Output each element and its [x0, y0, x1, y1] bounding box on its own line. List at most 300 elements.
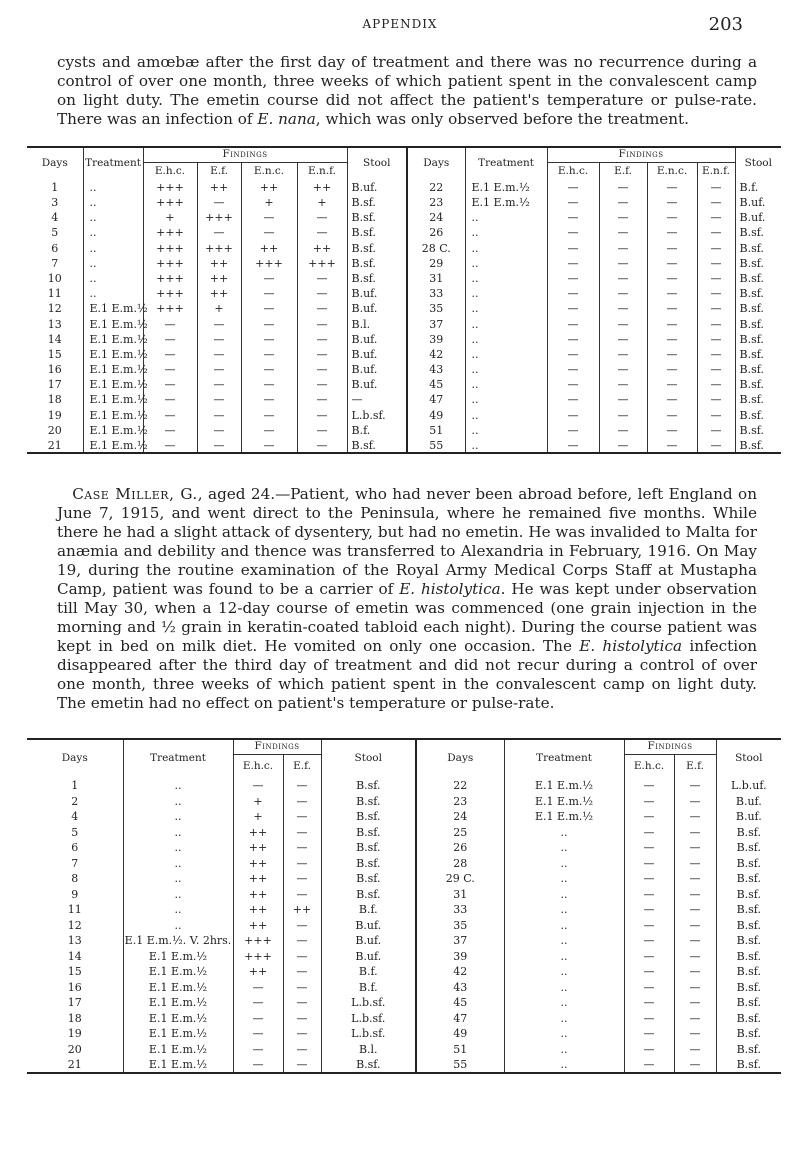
- day-cell: 26: [416, 840, 504, 856]
- enc-cell: —: [647, 210, 697, 225]
- ehc-cell: —: [624, 794, 674, 810]
- day-cell: 19: [27, 1026, 123, 1042]
- ef-cell: —: [674, 949, 716, 965]
- treatment-cell: ..: [123, 794, 233, 810]
- ehc-cell: —: [624, 995, 674, 1011]
- treatment-cell: E.1 E.m.½: [83, 438, 143, 453]
- table-row: [27, 393, 781, 408]
- col2-ef: E.f.: [283, 754, 321, 778]
- day-cell: 8: [27, 871, 123, 887]
- treatment-cell: E.1 E.m.½: [123, 949, 233, 965]
- stool-cell: B.sf.: [739, 363, 764, 377]
- table-row: [27, 794, 781, 810]
- enc-cell: +: [241, 195, 297, 210]
- day-cell: 7: [27, 256, 83, 271]
- enc-cell: —: [647, 332, 697, 347]
- ef-cell: —: [599, 226, 647, 241]
- col-treatment: Treatment: [83, 147, 143, 180]
- col2-findings: Findings: [233, 739, 321, 754]
- enf-cell: —: [697, 180, 735, 195]
- stool-cell: B.uf.: [347, 347, 407, 362]
- day-cell: 19: [27, 408, 83, 423]
- ehc-cell: —: [624, 1026, 674, 1042]
- stool-cell: B.sf.: [735, 438, 781, 453]
- day-cell: 22: [416, 778, 504, 794]
- treatment-cell: ..: [83, 286, 143, 301]
- stool-cell: B.f.: [347, 423, 407, 438]
- ehc-cell: —: [143, 377, 197, 392]
- stool-cell: B.uf.: [739, 196, 766, 210]
- day-cell: 18: [27, 393, 83, 408]
- enf-cell: —: [697, 438, 735, 453]
- table-row: [27, 1057, 781, 1073]
- enf-cell: —: [697, 393, 735, 408]
- day-cell: 14: [27, 332, 83, 347]
- enc-cell: —: [647, 408, 697, 423]
- treatment-cell: ..: [504, 933, 624, 949]
- stool-cell: L.b.uf.: [730, 779, 767, 792]
- stool-cell: B.sf.: [739, 302, 764, 316]
- treatment-cell: ..: [465, 332, 547, 347]
- enf-cell: ++: [297, 241, 347, 256]
- ehc-cell: —: [624, 871, 674, 887]
- stool-cell: B.sf.: [739, 317, 764, 331]
- day-cell: 4: [27, 210, 83, 225]
- ehc-cell: —: [143, 393, 197, 408]
- treatment-cell: ..: [465, 302, 547, 317]
- ehc-cell: —: [547, 332, 599, 347]
- ef-cell: —: [283, 887, 321, 903]
- ehc-cell: —: [624, 887, 674, 903]
- day-cell: 47: [407, 393, 465, 408]
- treatment-cell: ..: [83, 180, 143, 195]
- day-cell: 15: [27, 964, 123, 980]
- stool-cell: B.sf.: [736, 1042, 761, 1056]
- enf-cell: —: [697, 317, 735, 332]
- treatment-cell: ..: [504, 871, 624, 887]
- col-ef: E.f.: [197, 162, 241, 180]
- ehc-cell: +++: [143, 226, 197, 241]
- table-row: [27, 840, 781, 856]
- treatment-cell: ..: [504, 918, 624, 934]
- ehc-cell: —: [233, 778, 283, 794]
- treatment-cell: E.1 E.m.½: [123, 1026, 233, 1042]
- stool-cell: B.sf.: [347, 256, 407, 271]
- treatment-cell: ..: [123, 856, 233, 872]
- treatment-cell: ..: [465, 362, 547, 377]
- stool-cell: B.sf.: [716, 1057, 781, 1073]
- treatment-cell: E.1 E.m.½: [504, 809, 624, 825]
- stool-cell: B.uf.: [321, 933, 416, 949]
- treatment-cell: ..: [504, 964, 624, 980]
- treatment-cell: ..: [465, 393, 547, 408]
- treatment-cell: E.1 E.m.½: [123, 1011, 233, 1027]
- stool-cell: B.uf.: [347, 180, 407, 195]
- ehc-cell: —: [547, 180, 599, 195]
- ef-cell: —: [197, 317, 241, 332]
- ef-cell: —: [197, 347, 241, 362]
- table-row: [27, 980, 781, 996]
- ef-cell: —: [674, 933, 716, 949]
- day-cell: 3: [27, 195, 83, 210]
- treatment-cell: ..: [504, 887, 624, 903]
- enc-cell: ++: [241, 241, 297, 256]
- ehc-cell: —: [624, 856, 674, 872]
- treatment-cell: ..: [465, 226, 547, 241]
- enc-cell: —: [647, 180, 697, 195]
- day-cell: 24: [416, 809, 504, 825]
- ehc-cell: +++: [143, 302, 197, 317]
- col-ehc: E.h.c.: [143, 162, 197, 180]
- ehc-cell: ++: [233, 840, 283, 856]
- stool-cell: B.sf.: [321, 1057, 416, 1073]
- stool-cell: B.uf.: [321, 918, 416, 934]
- treatment-cell: ..: [465, 347, 547, 362]
- ehc-cell: ++: [233, 856, 283, 872]
- table-row: [27, 241, 781, 256]
- treatment-cell: E.1 E.m.½: [83, 362, 143, 377]
- ehc-cell: ++: [233, 902, 283, 918]
- stool-cell: B.sf.: [347, 195, 407, 210]
- col-enc-2: E.n.c.: [647, 162, 697, 180]
- ef-cell: —: [674, 856, 716, 872]
- enc-cell: —: [647, 438, 697, 453]
- ef-cell: —: [283, 964, 321, 980]
- enf-cell: —: [297, 317, 347, 332]
- treatment-cell: E.1 E.m.½: [123, 1042, 233, 1058]
- ehc-cell: —: [547, 408, 599, 423]
- ef-cell: —: [197, 332, 241, 347]
- ehc-cell: —: [233, 980, 283, 996]
- stool-cell: B.uf.: [321, 949, 416, 965]
- ef-cell: —: [599, 423, 647, 438]
- enc-cell: —: [647, 377, 697, 392]
- ef-cell: —: [283, 871, 321, 887]
- ehc-cell: —: [233, 1011, 283, 1027]
- table-row: [27, 226, 781, 241]
- table-row: [27, 825, 781, 841]
- treatment-cell: E.1 E.m.½: [83, 317, 143, 332]
- day-cell: 7: [27, 856, 123, 872]
- enf-cell: —: [297, 377, 347, 392]
- treatment-cell: ..: [83, 256, 143, 271]
- treatment-cell: ..: [123, 778, 233, 794]
- col-treatment-2: Treatment: [465, 147, 547, 180]
- ehc-cell: —: [547, 271, 599, 286]
- enf-cell: +: [297, 195, 347, 210]
- day-cell: 5: [27, 226, 83, 241]
- ehc-cell: —: [624, 778, 674, 794]
- stool-cell: B.sf.: [347, 271, 407, 286]
- stool-cell: B.sf.: [739, 271, 764, 285]
- ef-cell: —: [674, 778, 716, 794]
- stool-cell: —: [347, 393, 407, 408]
- day-cell: 18: [27, 1011, 123, 1027]
- enf-cell: —: [697, 286, 735, 301]
- stool-cell: B.sf.: [321, 778, 416, 794]
- stool-cell: B.sf.: [347, 241, 407, 256]
- day-cell: 45: [407, 377, 465, 392]
- day-cell: 11: [27, 902, 123, 918]
- day-cell: 11: [27, 286, 83, 301]
- ef-cell: —: [283, 949, 321, 965]
- treatment-cell: ..: [123, 840, 233, 856]
- ef-cell: —: [197, 393, 241, 408]
- day-cell: 45: [416, 995, 504, 1011]
- col-findings-2: Findings: [547, 147, 735, 162]
- ehc-cell: —: [547, 423, 599, 438]
- page-number: 203: [708, 14, 743, 35]
- treatment-cell: E.1 E.m.½: [465, 180, 547, 195]
- day-cell: 47: [416, 1011, 504, 1027]
- enc-cell: —: [241, 408, 297, 423]
- table-row: [27, 1026, 781, 1042]
- enc-cell: —: [241, 438, 297, 453]
- stool-cell: B.sf.: [347, 438, 407, 453]
- day-cell: 39: [407, 332, 465, 347]
- enf-cell: —: [697, 226, 735, 241]
- enf-cell: —: [697, 332, 735, 347]
- ehc-cell: —: [624, 949, 674, 965]
- enf-cell: —: [697, 302, 735, 317]
- table-row: [27, 347, 781, 362]
- stool-cell: B.sf.: [321, 825, 416, 841]
- enc-cell: —: [647, 226, 697, 241]
- table-row: [27, 408, 781, 423]
- treatment-cell: E.1 E.m.½: [123, 964, 233, 980]
- day-cell: 17: [27, 995, 123, 1011]
- stool-cell: B.l.: [321, 1042, 416, 1058]
- ef-cell: —: [197, 423, 241, 438]
- day-cell: 35: [407, 302, 465, 317]
- stool-cell: L.b.sf.: [321, 1026, 416, 1042]
- treatment-cell: ..: [504, 1011, 624, 1027]
- intro-paragraph: [57, 53, 757, 129]
- treatment-cell: ..: [123, 918, 233, 934]
- enf-cell: —: [697, 210, 735, 225]
- day-cell: 35: [416, 918, 504, 934]
- treatment-cell: ..: [465, 317, 547, 332]
- ef-cell: —: [283, 1042, 321, 1058]
- treatment-cell: ..: [123, 902, 233, 918]
- day-cell: 23: [416, 794, 504, 810]
- ehc-cell: —: [547, 210, 599, 225]
- case-paragraph: [57, 485, 757, 713]
- treatment-cell: ..: [504, 1042, 624, 1058]
- col2-ehc: E.h.c.: [233, 754, 283, 778]
- ef-cell: —: [674, 918, 716, 934]
- table-row: [27, 933, 781, 949]
- enc-cell: —: [647, 195, 697, 210]
- stool-cell: B.sf.: [321, 809, 416, 825]
- enc-cell: —: [647, 302, 697, 317]
- ehc-cell: —: [624, 964, 674, 980]
- ehc-cell: —: [143, 347, 197, 362]
- day-cell: 29 C.: [416, 871, 504, 887]
- ehc-cell: +: [143, 210, 197, 225]
- ef-cell: —: [599, 271, 647, 286]
- ef-cell: —: [674, 1042, 716, 1058]
- table-row: [27, 210, 781, 225]
- stool-cell: B.sf.: [736, 949, 761, 963]
- enc-cell: —: [647, 393, 697, 408]
- case-text-2: . He was kept under observation till May 30, when a 12-day course of emetin was commenced (one grain injection in the morning and ½ grain in keratin-coated tabloid each night). During the course patient was kept in bed on milk diet. He vomited on only one occasion. The: [57, 580, 758, 655]
- table-row: [27, 302, 781, 317]
- day-cell: 49: [416, 1026, 504, 1042]
- ef-cell: —: [674, 980, 716, 996]
- ehc-cell: —: [547, 347, 599, 362]
- treatment-cell: ..: [465, 256, 547, 271]
- ef-cell: —: [674, 887, 716, 903]
- ef-cell: —: [599, 302, 647, 317]
- ef-cell: —: [674, 794, 716, 810]
- ehc-cell: +++: [143, 286, 197, 301]
- day-cell: 31: [416, 887, 504, 903]
- ehc-cell: —: [624, 918, 674, 934]
- day-cell: 42: [407, 347, 465, 362]
- col2-days: Days: [27, 739, 123, 778]
- enf-cell: —: [297, 332, 347, 347]
- treatment-cell: E.1 E.m.½: [504, 794, 624, 810]
- day-cell: 29: [407, 256, 465, 271]
- treatment-cell: ..: [83, 226, 143, 241]
- table-row: [27, 871, 781, 887]
- treatment-cell: E.1 E.m.½: [83, 423, 143, 438]
- table-row: [27, 362, 781, 377]
- col-enf-2: E.n.f.: [697, 162, 735, 180]
- ef-cell: —: [599, 332, 647, 347]
- day-cell: 6: [27, 241, 83, 256]
- col-days: Days: [27, 147, 83, 180]
- ehc-cell: —: [547, 362, 599, 377]
- day-cell: 37: [416, 933, 504, 949]
- ef-cell: —: [283, 1011, 321, 1027]
- ef-cell: —: [197, 377, 241, 392]
- enf-cell: —: [697, 408, 735, 423]
- treatment-cell: ..: [465, 241, 547, 256]
- treatment-cell: ..: [465, 423, 547, 438]
- ef-cell: —: [599, 256, 647, 271]
- table-row: [27, 423, 781, 438]
- ef-cell: —: [197, 362, 241, 377]
- intro-text: cysts and amœbæ after the first day of treatment and there was no recurrence during a control of over one month, three weeks of which patient spent in the convalescent camp on light duty. The emetin course did not affect the patient's temperature or pulse-rate. There was an infection of: [57, 53, 757, 128]
- stool-cell: B.uf.: [347, 286, 407, 301]
- day-cell: 23: [407, 195, 465, 210]
- ehc-cell: —: [547, 302, 599, 317]
- findings-table-1: [27, 146, 781, 454]
- ehc-cell: —: [143, 362, 197, 377]
- enc-cell: —: [647, 362, 697, 377]
- stool-cell: B.sf.: [736, 934, 761, 947]
- ef-cell: —: [283, 980, 321, 996]
- stool-cell: B.sf.: [739, 408, 764, 422]
- ef-cell: —: [599, 393, 647, 408]
- ef-cell: —: [674, 871, 716, 887]
- ehc-cell: —: [547, 256, 599, 271]
- stool-cell: B.f.: [321, 902, 416, 918]
- ef-cell: —: [674, 1026, 716, 1042]
- enf-cell: —: [297, 210, 347, 225]
- day-cell: 10: [27, 271, 83, 286]
- ehc-cell: —: [143, 438, 197, 453]
- col-ehc-2: E.h.c.: [547, 162, 599, 180]
- ef-cell: —: [197, 438, 241, 453]
- stool-cell: B.sf.: [739, 241, 764, 255]
- enf-cell: —: [297, 362, 347, 377]
- table-row: [27, 286, 781, 301]
- enf-cell: —: [297, 393, 347, 408]
- stool-cell: B.sf.: [739, 287, 764, 301]
- ehc-cell: —: [233, 1042, 283, 1058]
- ef-cell: —: [599, 377, 647, 392]
- col-findings: Findings: [143, 147, 347, 162]
- ehc-cell: —: [624, 825, 674, 841]
- ehc-cell: ++: [233, 964, 283, 980]
- table-row: [27, 256, 781, 271]
- treatment-cell: ..: [83, 195, 143, 210]
- ef-cell: —: [599, 408, 647, 423]
- ef-cell: ++: [197, 256, 241, 271]
- day-cell: 13: [27, 933, 123, 949]
- ehc-cell: —: [143, 423, 197, 438]
- ef-cell: —: [599, 210, 647, 225]
- treatment-cell: ..: [504, 825, 624, 841]
- day-cell: 1: [27, 778, 123, 794]
- table-row: [27, 778, 781, 794]
- stool-cell: B.uf.: [347, 302, 407, 317]
- treatment-cell: ..: [123, 887, 233, 903]
- table-row: [27, 180, 781, 195]
- stool-cell: L.b.sf.: [321, 995, 416, 1011]
- stool-cell: B.f.: [321, 964, 416, 980]
- stool-cell: B.sf.: [736, 980, 761, 994]
- ehc-cell: +++: [143, 271, 197, 286]
- day-cell: 42: [416, 964, 504, 980]
- ehc-cell: —: [233, 1057, 283, 1073]
- day-cell: 6: [27, 840, 123, 856]
- treatment-cell: E.1 E.m.½: [83, 377, 143, 392]
- stool-cell: B.sf.: [736, 856, 761, 870]
- col2-findings-2: Findings: [624, 739, 716, 754]
- table-row: [27, 918, 781, 934]
- treatment-cell: E.1 E.m.½: [83, 393, 143, 408]
- stool-cell: B.uf.: [735, 794, 762, 808]
- ehc-cell: —: [624, 809, 674, 825]
- treatment-cell: ..: [465, 210, 547, 225]
- enf-cell: —: [697, 347, 735, 362]
- enc-cell: —: [241, 377, 297, 392]
- stool-cell: B.f.: [321, 980, 416, 996]
- stool-cell: B.sf.: [347, 210, 407, 225]
- treatment-cell: ..: [123, 871, 233, 887]
- ehc-cell: +++: [143, 241, 197, 256]
- stool-cell: B.sf.: [739, 423, 764, 437]
- enc-cell: —: [241, 286, 297, 301]
- ef-cell: —: [283, 778, 321, 794]
- treatment-cell: E.1 E.m.½: [123, 980, 233, 996]
- day-cell: 20: [27, 1042, 123, 1058]
- col2-ehc-2: E.h.c.: [624, 754, 674, 778]
- ef-cell: —: [283, 933, 321, 949]
- ef-cell: —: [197, 226, 241, 241]
- header-title: APPENDIX: [362, 17, 438, 31]
- treatment-cell: ..: [83, 271, 143, 286]
- ehc-cell: —: [143, 317, 197, 332]
- ef-cell: —: [674, 840, 716, 856]
- ehc-cell: ++: [233, 918, 283, 934]
- ef-cell: —: [197, 408, 241, 423]
- case-text-3: infection disappeared after the third day of treatment and did not recur during a control of over one month, three weeks of which patient spent in the convalescent camp on light duty. The emetin had no effect on patient's temperature or pulse-rate.: [57, 637, 757, 712]
